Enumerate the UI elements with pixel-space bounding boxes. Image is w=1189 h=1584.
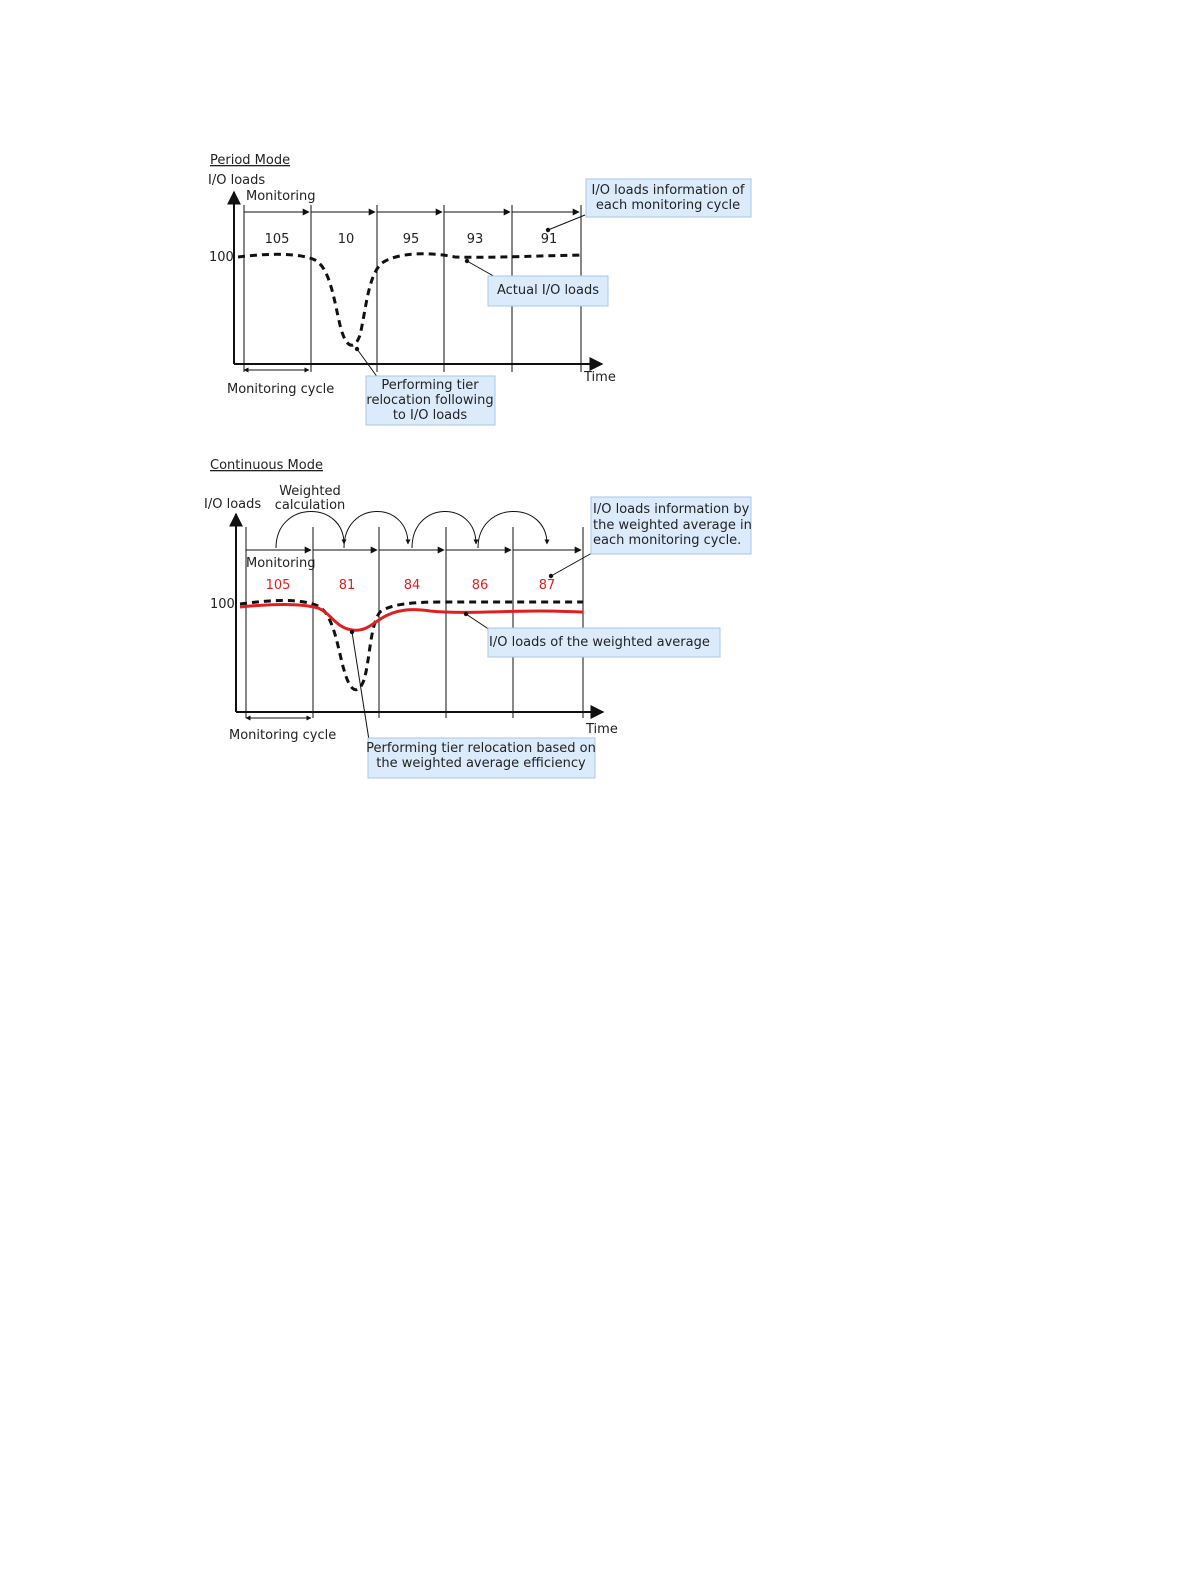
period-ref-value: 100 [209, 250, 234, 265]
continuous-weighted-average-curve [240, 605, 583, 631]
continuous-weighted-callout [464, 612, 720, 657]
period-mode-diagram [208, 153, 751, 425]
continuous-mode-diagram [204, 458, 752, 778]
continuous-monitoring-label: Monitoring [246, 556, 316, 571]
continuous-cycle-label: Monitoring cycle [229, 728, 337, 743]
period-title: Period Mode [210, 153, 291, 168]
continuous-relocation-line-2: the weighted average efficiency [376, 756, 586, 771]
continuous-title: Continuous Mode [210, 458, 323, 473]
period-y-axis-label: I/O loads [208, 173, 266, 188]
period-actual-line-1: Actual I/O loads [497, 283, 599, 298]
period-relocation-line-3: to I/O loads [392, 408, 468, 423]
continuous-cycle-value-5: 87 [538, 578, 556, 593]
period-cycle-value-1: 105 [264, 232, 290, 247]
period-cycle-label: Monitoring cycle [227, 382, 335, 397]
continuous-weighted-label-1: Weighted [279, 484, 341, 499]
continuous-info-line-3: each monitoring cycle. [593, 533, 742, 548]
period-relocation-line-2: relocation following [366, 393, 494, 408]
period-cycle-value-5: 91 [540, 232, 558, 247]
continuous-info-line-1: I/O loads information by [593, 502, 750, 517]
period-monitoring-label: Monitoring [246, 189, 316, 204]
continuous-relocation-line-1: Performing tier relocation based on [366, 741, 596, 756]
period-cycle-value-3: 95 [402, 232, 420, 247]
continuous-weighted-label-2: calculation [274, 498, 346, 513]
period-relocation-line-1: Performing tier [381, 378, 479, 393]
continuous-info-line-2: the weighted average in [593, 518, 752, 533]
period-actual-callout [465, 259, 608, 306]
continuous-cycle-value-1: 105 [265, 578, 291, 593]
continuous-info-callout [549, 497, 752, 578]
continuous-cycle-value-3: 84 [403, 578, 421, 593]
continuous-cycle-value-4: 86 [471, 578, 489, 593]
period-relocation-callout [355, 347, 495, 425]
continuous-weighted-line-1: I/O loads of the weighted average [489, 635, 710, 650]
period-x-axis-label: Time [584, 370, 616, 385]
continuous-x-axis-label: Time [586, 722, 618, 737]
period-info-line-1: I/O loads information of [591, 183, 745, 198]
continuous-ref-value: 100 [210, 597, 235, 612]
period-cycle-value-4: 93 [466, 232, 484, 247]
period-info-line-2: each monitoring cycle [595, 198, 741, 213]
period-cycle-value-2: 10 [337, 232, 355, 247]
continuous-y-axis-label: I/O loads [204, 497, 262, 512]
continuous-weighted-arrows [276, 511, 547, 548]
period-info-callout [546, 179, 751, 232]
continuous-cycle-value-2: 81 [338, 578, 356, 593]
